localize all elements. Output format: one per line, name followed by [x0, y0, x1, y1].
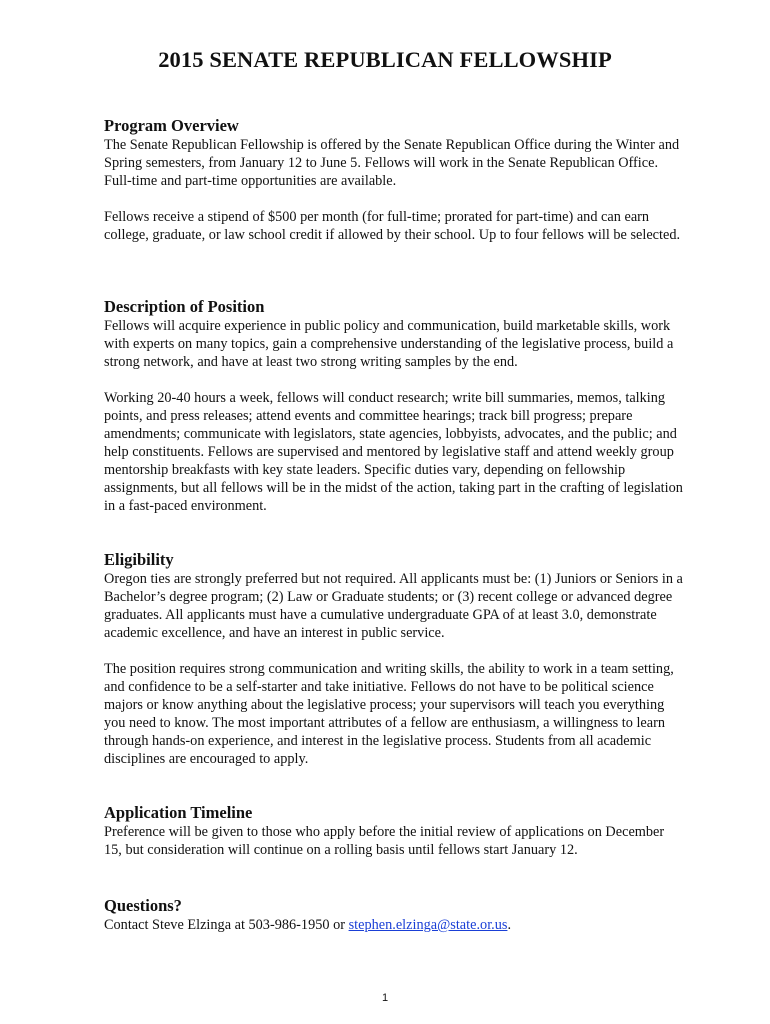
- section-heading: Description of Position: [104, 297, 265, 316]
- section-questions: [104, 896, 684, 934]
- section-program-overview: [104, 116, 684, 244]
- contact-text: Contact Steve Elzinga at 503-986-1950 or: [104, 917, 349, 933]
- section-heading: Application Timeline: [104, 803, 253, 822]
- section-description-of-position: [104, 297, 684, 515]
- section-paragraph: The position requires strong communication and writing skills, the ability to work in a team setting, and confidence to be a self-starter and take initiative. Fellows do not have to be political science majors or know anything about the legislative process; your supervisors will teach you everything you need to know. The most important attributes of a fellow are enthusiasm, a willingness to learn through hands-on experience, and interest in the legislative process. Students from all academic disciplines are encouraged to apply.: [104, 661, 674, 767]
- contact-text-end: .: [507, 917, 512, 933]
- section-paragraph: Working 20-40 hours a week, fellows will conduct research; write bill summaries, memos, talking points, and press releases; attend events and committee hearings; track bill progress; prepare amendments; communicate with legislators, state agencies, lobbyists, advocates, and the public; and help constituents. Fellows are supervised and mentored by legislative staff and attend weekly group mentorship breakfasts with key state leaders. Specific duties vary, depending on fellowship assignments, but all fellows will be in the midst of the action, taking part in the crafting of legislation in a fast-paced environment.: [104, 390, 683, 514]
- section-eligibility: [104, 550, 684, 768]
- section-heading: Questions?: [104, 896, 182, 915]
- document-title: 2015 SENATE REPUBLICAN FELLOWSHIP: [158, 47, 612, 72]
- section-paragraph: Preference will be given to those who apply before the initial review of applications on December 15, but consideration will continue on a rolling basis until fellows start January 12.: [104, 824, 665, 858]
- section-heading: Eligibility: [104, 550, 174, 569]
- section-paragraph: Oregon ties are strongly preferred but not required. All applicants must be: (1) Juniors or Seniors in a Bachelor’s degree program; (2) Law or Graduate students; or (3) recent college or advanced degree graduates. All applicants must have a cumulative undergraduate GPA of at least 3.0, demonstrate academic excellence, and have an interest in public service.: [104, 571, 683, 641]
- section-application-timeline: [104, 803, 684, 859]
- section-heading: Program Overview: [104, 116, 239, 135]
- email-link[interactable]: stephen.elzinga@state.or.us: [348, 917, 508, 933]
- contact-line: [104, 916, 684, 934]
- section-paragraph: The Senate Republican Fellowship is offered by the Senate Republican Office during the Winter and Spring semesters, from January 12 to June 5. Fellows will work in the Senate Republican Office. Full-time and part-time opportunities are available.: [104, 137, 680, 189]
- section-paragraph: Fellows will acquire experience in public policy and communication, build marketable skills, work with experts on many topics, gain a comprehensive understanding of the legislative process, build a strong network, and have at least two strong writing samples by the end.: [104, 318, 674, 370]
- section-paragraph: Fellows receive a stipend of $500 per month (for full-time; prorated for part-time) and can earn college, graduate, or law school credit if allowed by their school. Up to four fellows will be selected.: [104, 209, 681, 243]
- page-number: 1: [381, 992, 389, 1004]
